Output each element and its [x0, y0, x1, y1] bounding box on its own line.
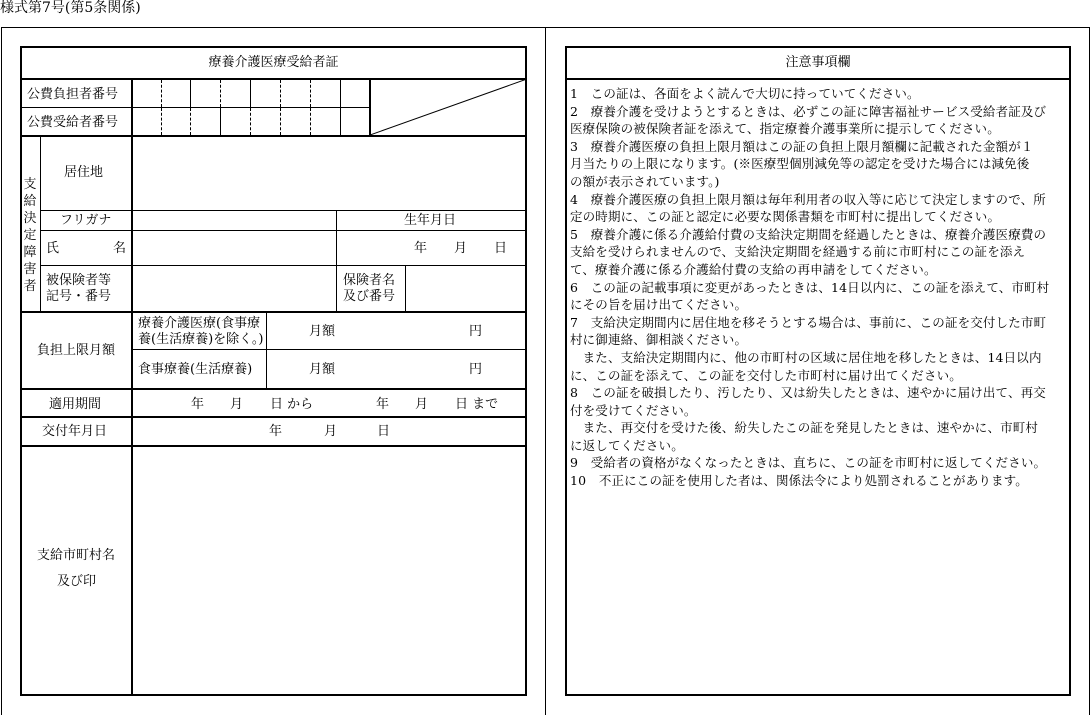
rule	[220, 80, 221, 107]
rule	[190, 108, 191, 135]
rule	[280, 108, 281, 135]
notes-title: 注意事項欄	[785, 55, 851, 70]
name-label-1: 氏	[46, 241, 60, 256]
rule	[20, 107, 370, 108]
rule	[161, 80, 162, 107]
note-line: 8 この証を破損したり、汚したり、又は紛失したときは、速やかに届け出て、再交	[570, 385, 1046, 401]
note-line: 2 療養介護を受けようとするときは、必ずこの証に障害福祉サービス受給者証及び	[570, 103, 1047, 119]
furigana-label: フリガナ	[60, 213, 112, 228]
note-line: 5 療養介護に係る介護給付費の支給決定期間を経過したときは、療養介護医療費の	[570, 226, 1047, 242]
rule	[40, 136, 41, 312]
municipality-label-1: 支給市町村名	[37, 548, 116, 563]
birth-day-unit: 日	[494, 241, 508, 256]
rule	[266, 312, 267, 388]
medical-monthly-label: 月額	[309, 324, 336, 339]
note-line: 支給を受けられませんので、支給決定期間を経過する前に市町村にこの証を添え	[570, 244, 1026, 260]
issue-day: 日	[377, 424, 391, 439]
rule	[220, 108, 221, 135]
rule	[250, 80, 251, 107]
note-line: 3 療養介護医療の負担上限月額はこの証の負担上限月額欄に記載された金額が１	[570, 138, 1034, 154]
diagonal-strike	[370, 79, 527, 135]
center-fold-line	[545, 27, 546, 715]
rule	[190, 80, 191, 107]
rule	[336, 211, 337, 312]
name-label-2: 名	[113, 241, 127, 256]
certificate-title: 療養介護医療受給者証	[208, 55, 339, 70]
note-line: て、療養介護に係る介護給付費の支給の再申請をしてください。	[570, 261, 937, 277]
rule	[310, 80, 311, 107]
rule	[310, 108, 311, 135]
birthdate-label: 生年月日	[404, 213, 457, 228]
issue-month: 月	[324, 424, 338, 439]
note-line: に、この証を添えて、この証を交付した市町村に届け出てください。	[570, 367, 962, 383]
insurer-field[interactable]	[406, 266, 525, 311]
medical-label-1: 療養介護医療(食事療	[138, 316, 261, 331]
public-recipient-number-label: 公費受給者番号	[27, 115, 119, 130]
note-line: の額が表示されています。)	[570, 173, 720, 189]
rule	[20, 311, 527, 313]
note-line: 4 療養介護医療の負担上限月額は毎年利用者の収入等に応じて決定しますので、所	[570, 191, 1046, 207]
period-from-day: 日 から	[270, 397, 314, 412]
rule	[340, 108, 341, 135]
insured-number-field[interactable]	[133, 266, 335, 311]
medical-amount-field[interactable]	[345, 314, 465, 346]
period-to-month: 月	[415, 397, 429, 412]
rule	[340, 80, 341, 107]
insurer-label-1: 保険者名	[343, 273, 396, 288]
birth-year-unit: 年	[414, 241, 428, 256]
note-line: 医療保険の被保険者証を添えて、指定療養介護事業所に提示してください。	[570, 121, 1000, 137]
issue-year: 年	[269, 424, 283, 439]
note-line: 9 受給者の資格がなくなったときは、直ちに、この証を市町村に返してください。	[570, 455, 1047, 471]
period-to-day: 日 まで	[455, 397, 499, 412]
medical-label-2: 養(生活療養)を除く。)	[138, 332, 264, 347]
meal-monthly-label: 月額	[309, 362, 336, 377]
note-line: また、支給決定期間内に、他の市町村の区域に居住地を移したときは、14日以内	[570, 349, 1042, 365]
address-field[interactable]	[133, 137, 525, 210]
beneficiary-group-label: 支給決定障害者	[23, 177, 37, 294]
rule	[20, 416, 527, 418]
rule	[250, 108, 251, 135]
note-line: 1 この証は、各面をよく読んで大切に持っていてください。	[570, 86, 920, 101]
meal-yen-unit: 円	[469, 362, 483, 377]
rule	[20, 388, 527, 390]
rule	[161, 108, 162, 135]
note-line: 月当たりの上限になります。(※医療型個別減免等の認定を受けた場合には減免後	[570, 156, 1030, 172]
limit-label: 負担上限月額	[37, 343, 116, 358]
rule	[131, 349, 527, 350]
period-to-year: 年	[376, 397, 390, 412]
rule	[280, 80, 281, 107]
municipality-seal-field[interactable]	[133, 447, 525, 694]
note-line: また、再交付を受けた後、紛失したこの証を発見したときは、速やかに、市町村	[570, 420, 1039, 436]
birth-month-unit: 月	[454, 241, 468, 256]
meal-label: 食事療養(生活療養)	[138, 362, 253, 377]
note-line: 7 支給決定期間内に居住地を移そうとする場合は、事前に、この証を交付した市町	[570, 314, 1047, 330]
insured-label-1: 被保険者等	[46, 273, 112, 288]
public-payer-number-label: 公費負担者番号	[27, 87, 119, 102]
notes-list	[570, 85, 1066, 490]
municipality-label-2: 及び印	[57, 574, 97, 589]
name-field[interactable]	[133, 231, 335, 265]
note-line: 定の時期に、この証と認定に必要な関係書類を市町村に提出してください。	[570, 209, 1001, 225]
rule	[565, 78, 1071, 80]
period-from-year: 年	[191, 397, 205, 412]
period-from-month: 月	[230, 397, 244, 412]
note-line: 村に御連絡、御相談ください。	[570, 332, 748, 348]
note-line: にその旨を届け出てください。	[570, 297, 748, 313]
insurer-label-2: 及び番号	[343, 289, 396, 304]
form-number: 様式第7号(第5条関係)	[0, 0, 141, 16]
address-label: 居住地	[64, 165, 104, 180]
period-label: 適用期間	[49, 397, 102, 412]
rule	[131, 79, 133, 135]
note-line: 10 不正にこの証を使用した者は、関係法令により処罰されることがあります。	[570, 473, 1028, 489]
note-line: 6 この証の記載事項に変更があったときは、14日以内に、この証を添えて、市町村	[570, 279, 1050, 295]
medical-yen-unit: 円	[469, 324, 483, 339]
insured-label-2: 記号・番号	[46, 289, 112, 304]
rule	[405, 266, 406, 312]
note-line: 付を受けてください。	[570, 402, 697, 418]
issue-date-label: 交付年月日	[42, 424, 108, 439]
furigana-field[interactable]	[133, 211, 335, 229]
note-line: に返してください。	[570, 437, 684, 453]
meal-amount-field[interactable]	[345, 351, 465, 386]
